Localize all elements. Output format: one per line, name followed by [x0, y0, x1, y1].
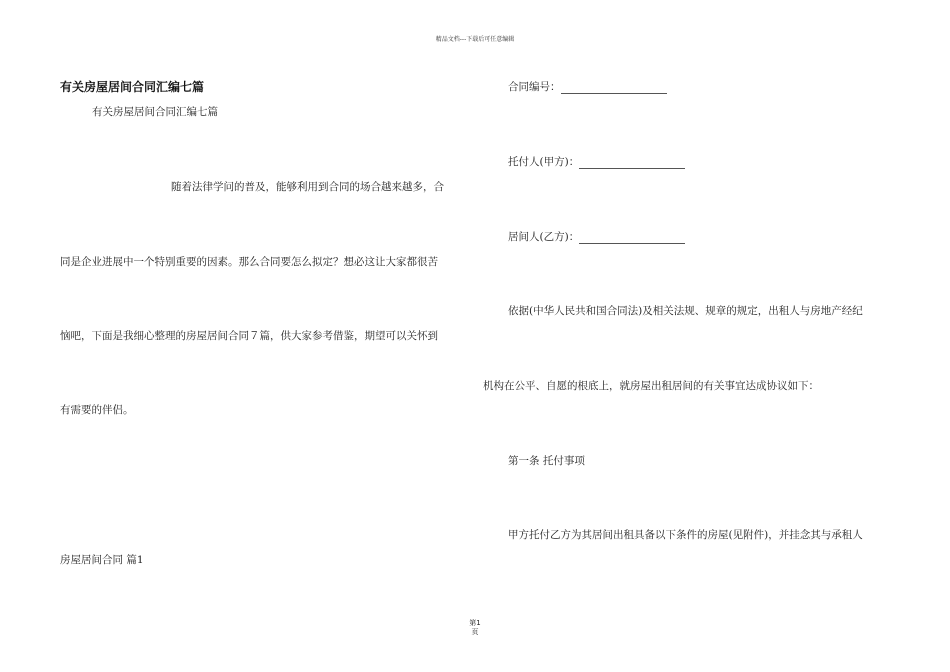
document-subtitle: 有关房屋居间合同汇编七篇 [92, 106, 218, 118]
principal-label: 托付人(甲方)： [508, 156, 580, 168]
intermediary-blank [579, 232, 685, 244]
principal-row [508, 156, 685, 169]
document-title: 有关房屋居间合同汇编七篇 [60, 80, 205, 94]
intermediary-row [508, 231, 685, 244]
page-header: 精品文档---下载后可任意编辑 [435, 36, 515, 43]
contract-number-row [508, 81, 667, 94]
page-number-line-2: 页 [471, 628, 479, 636]
intro-line-4: 有需要的伴侣。 [60, 404, 134, 416]
article-1-heading: 第一条 托付事项 [508, 455, 585, 467]
basis-line-1: 依据(中华人民共和国合同法)及相关法规、规章的规定，出租人与房地产经纪 [508, 305, 863, 317]
page-number-line-1: 第1 [469, 619, 481, 627]
intro-line-1: 随着法律学问的普及，能够利用到合同的场合越来越多，合 [171, 181, 444, 193]
intro-line-3: 恼吧，下面是我细心整理的房屋居间合同７篇，供大家参考借鉴，期望可以关怀到 [60, 330, 438, 342]
article-1-line: 甲方托付乙方为其居间出租具备以下条件的房屋(见附件)，并挂念其与承租人 [508, 529, 863, 541]
contract-number-blank [561, 82, 667, 94]
intro-line-2: 同是企业进展中一个特别重要的因素。那么合同要怎么拟定？想必这让大家都很苦 [60, 256, 438, 268]
contract-number-label: 合同编号： [508, 81, 561, 93]
intermediary-label: 居间人(乙方)： [508, 231, 580, 243]
principal-blank [579, 157, 685, 169]
section-heading: 房屋居间合同 篇1 [60, 554, 144, 566]
basis-line-2: 机构在公平、自愿的根底上，就房屋出租居间的有关事宜达成协议如下： [483, 380, 819, 392]
